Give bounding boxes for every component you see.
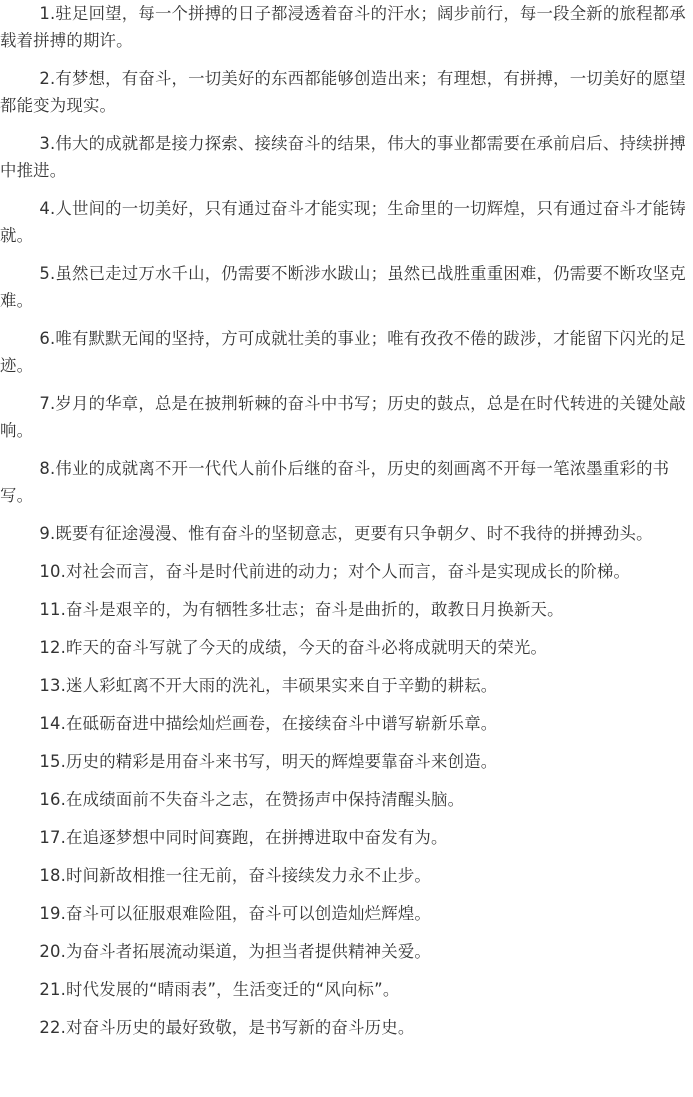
paragraph-12: 12.昨天的奋斗写就了今天的成绩，今天的奋斗必将成就明天的荣光。 xyxy=(39,638,548,657)
paragraph-11: 11.奋斗是艰辛的，为有牺牲多壮志；奋斗是曲折的，敢教日月换新天。 xyxy=(39,600,564,619)
paragraph-19: 19.奋斗可以征服艰难险阻，奋斗可以创造灿烂辉煌。 xyxy=(39,904,432,923)
paragraph-18: 18.时间新故相推一往无前，奋斗接续发力永不止步。 xyxy=(39,866,432,885)
paragraph-17: 17.在追逐梦想中同时间赛跑，在拼搏进取中奋发有为。 xyxy=(39,828,448,847)
paragraph-8: 8.伟业的成就离不开一代代人前仆后继的奋斗，历史的刻画离不开每一笔浓墨重彩的书写。 xyxy=(0,459,670,505)
paragraph-9: 9.既要有征途漫漫、惟有奋斗的坚韧意志，更要有只争朝夕、时不我待的拼搏劲头。 xyxy=(39,524,653,543)
paragraph-22: 22.对奋斗历史的最好致敬，是书写新的奋斗历史。 xyxy=(39,1018,415,1037)
paragraph-21: 21.时代发展的“晴雨表”，生活变迁的“风向标”。 xyxy=(39,980,400,999)
paragraph-14: 14.在砥砺奋进中描绘灿烂画卷，在接续奋斗中谱写崭新乐章。 xyxy=(39,714,498,733)
paragraph-10: 10.对社会而言，奋斗是时代前进的动力；对个人而言，奋斗是实现成长的阶梯。 xyxy=(39,562,631,581)
paragraph-1: 1.驻足回望，每一个拼搏的日子都浸透着奋斗的汗水；阔步前行，每一段全新的旅程都承载着拼搏的期许。 xyxy=(0,4,686,50)
paragraph-16: 16.在成绩面前不失奋斗之志，在赞扬声中保持清醒头脑。 xyxy=(39,790,465,809)
paragraph-15: 15.历史的精彩是用奋斗来书写，明天的辉煌要靠奋斗来创造。 xyxy=(39,752,498,771)
paragraph-13: 13.迷人彩虹离不开大雨的洗礼，丰硕果实来自于辛勤的耕耘。 xyxy=(39,676,498,695)
paragraph-6: 6.唯有默默无闻的坚持，方可成就壮美的事业；唯有孜孜不倦的跋涉，才能留下闪光的足迹。 xyxy=(0,329,686,375)
paragraph-7: 7.岁月的华章，总是在披荆斩棘的奋斗中书写；历史的鼓点，总是在时代转进的关键处敲响。 xyxy=(0,394,686,440)
paragraph-20: 20.为奋斗者拓展流动渠道，为担当者提供精神关爱。 xyxy=(39,942,432,961)
paragraph-4: 4.人世间的一切美好，只有通过奋斗才能实现；生命里的一切辉煌，只有通过奋斗才能铸就。 xyxy=(0,199,686,245)
paragraph-2: 2.有梦想，有奋斗，一切美好的东西都能够创造出来；有理想，有拼搏，一切美好的愿望都能变为现实。 xyxy=(0,69,686,115)
paragraph-5: 5.虽然已走过万水千山，仍需要不断涉水跋山；虽然已战胜重重困难，仍需要不断攻坚克难。 xyxy=(0,264,686,310)
paragraph-3: 3.伟大的成就都是接力探索、接续奋斗的结果，伟大的事业都需要在承前启后、持续拼搏中推进。 xyxy=(0,134,686,180)
